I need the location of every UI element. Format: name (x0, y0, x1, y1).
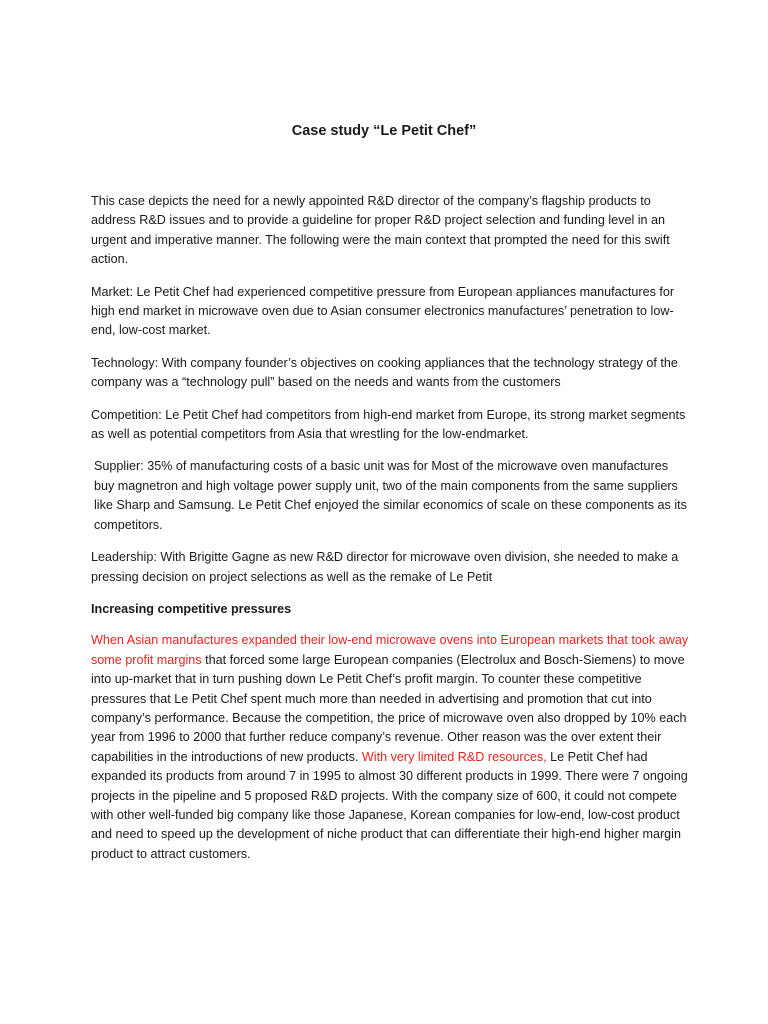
body-text: that forced some large European companies (Electrolux and Bosch-Siemens) to move into up-market that in turn pushing down Le Petit Chef’s profit margin. To counter these competitive pressures that Le Petit Chef spent much more than needed in advertising and promotion that cut into company’s performance. Because the competition, the price of microwave oven also dropped by 10% each year from 1996 to 2000 that further reduce company’s revenue. Other reason was the over extent their capabilities in the introductions of new products. (91, 652, 687, 764)
body-text: Le Petit Chef had expanded its products from around 7 in 1995 to almost 30 different products in 1999. There were 7 ongoing projects in the pipeline and 5 proposed R&D projects. With the company size of 600, it could not compete with other well-funded big company like those Japanese, Korean companies for low-end, low-cost product and need to speed up the development of niche product that can differentiate their high-end higher margin product to attract customers. (91, 749, 688, 861)
leadership-paragraph: Leadership: With Brigitte Gagne as new R&D director for microwave oven division, she needed to make a pressing decision on project selections as well as the remake of Le Petit (91, 550, 679, 584)
supplier-paragraph: Supplier: 35% of manufacturing costs of a basic unit was for Most of the microwave oven manufactures buy magnetron and high voltage power supply unit, two of the main components from the same suppliers like Sharp and Samsung. Le Petit Chef enjoyed the similar economics of scale on these components as its competitors. (94, 459, 687, 532)
pressures-paragraph (91, 631, 691, 864)
page-title: Case study “Le Petit Chef” (291, 123, 477, 139)
section-heading: Increasing competitive pressures (91, 601, 292, 616)
highlighted-text: When Asian manufactures expanded their low-end microwave ovens into European markets that took away some profit margins (91, 633, 689, 667)
intro-paragraph: This case depicts the need for a newly appointed R&D director of the company’s flagship products to address R&D issues and to provide a guideline for proper R&D project selection and funding level in an urgent and imperative manner. The following were the main context that prompted the need for this swift action. (91, 194, 670, 267)
document-body (91, 192, 691, 877)
competition-paragraph: Competition: Le Petit Chef had competitors from high-end market from Europe, its strong market segments as well as potential competitors from Asia that wrestling for the low-endmarket. (91, 407, 686, 442)
technology-paragraph: Technology: With company founder’s objectives on cooking appliances that the technology strategy of the company was a “technology pull” based on the needs and wants from the customers (91, 355, 678, 390)
highlighted-text: With very limited R&D resources, (361, 749, 547, 764)
market-paragraph: Market: Le Petit Chef had experienced competitive pressure from European appliances manufactures for high end market in microwave oven due to Asian consumer electronics manufactures’ penetration to low-end, low-cost market. (91, 284, 675, 338)
